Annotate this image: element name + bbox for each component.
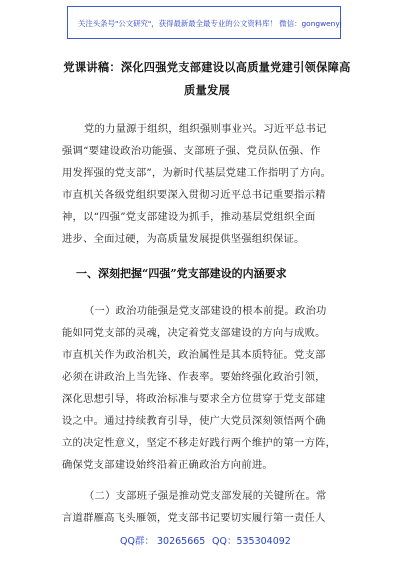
- document-title-line-2: 质量发展: [184, 83, 230, 97]
- body-line: 市直机关各级党组织要深入贯彻习近平总书记重要指示精: [62, 189, 326, 201]
- footer-qq-group: QQ群： 30265665: [120, 536, 206, 547]
- body-line: 市直机关作为政治机关，政治属性是其本质特征。党支部: [62, 349, 326, 361]
- promo-banner: [67, 6, 341, 39]
- body-line: 党的力量源于组织，组织强则事业兴。习近平总书记: [84, 123, 327, 135]
- body-line: 深化思想引导，将政治标准与要求全方位贯穿于党支部建: [62, 393, 326, 405]
- body-line: 立的决定性意义，坚定不移走好践行两个维护的第一方阵，: [62, 437, 337, 449]
- document-title-line-1: 党课讲稿：深化四强党支部建设以高质量党建引领保障高: [63, 60, 351, 74]
- body-line: 进步、全面过硬，为高质量发展提供坚强组织保证。: [62, 233, 305, 245]
- body-line: 强调“要建设政治功能强、支部班子强、党员队伍强、作: [62, 145, 321, 157]
- promo-banner-text: 关注头条号"公文研究"，获得最新最全最专业的公文资料库！ 微信：gongwenyj: [78, 19, 342, 28]
- body-line: 必须在讲政治上当先锋、作表率。要始终强化政治引领，: [62, 371, 326, 383]
- body-line: 能如同党支部的灵魂，决定着党支部建设的方向与成败。: [62, 327, 326, 339]
- body-line: （一）政治功能强是党支部建设的根本前提。政治功: [84, 305, 327, 317]
- body-line: （二）支部班子强是推动党支部发展的关键所在。常: [84, 490, 327, 502]
- section-heading: 一、深刻把握“四强”党支部建设的内涵要求: [76, 267, 287, 280]
- body-line: 言道群雁高飞头雁领，党支部书记要切实履行第一责任人: [62, 512, 326, 524]
- body-line: 神，以“四强”党支部建设为抓手，推动基层党组织全面: [62, 211, 316, 223]
- body-line: 用发挥强的党支部”，为新时代基层党建工作指明了方向。: [62, 167, 332, 179]
- body-line: 设之中。通过持续教育引导，使广大党员深刻领悟两个确: [62, 415, 326, 427]
- footer-qq-number: QQ：535304092: [212, 536, 291, 547]
- body-line: 确保党支部建设始终沿着正确政治方向前进。: [62, 459, 273, 471]
